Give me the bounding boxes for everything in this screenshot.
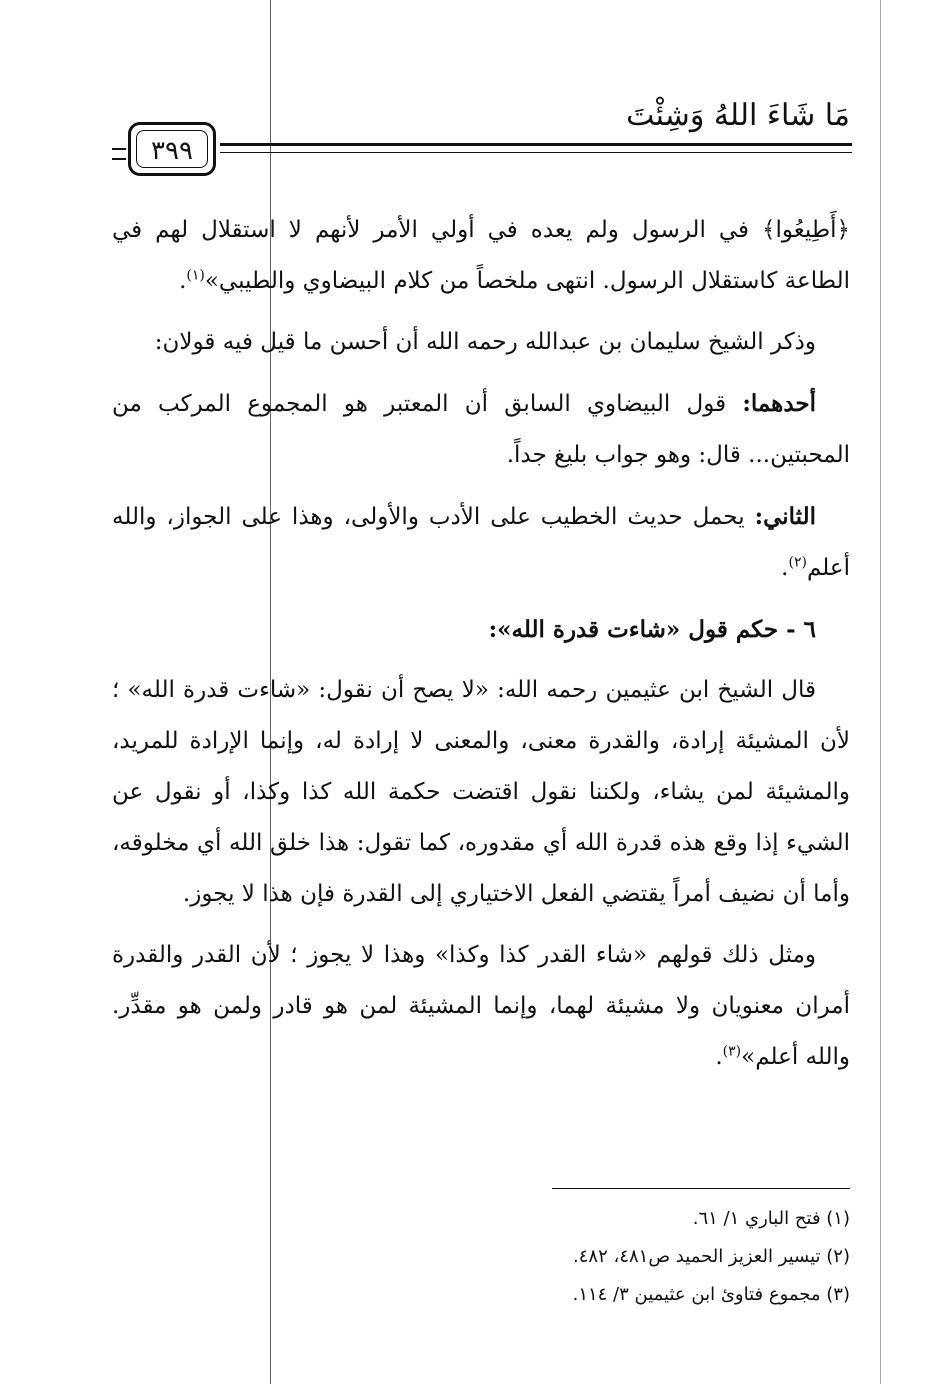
footnote: (٢) تيسير العزيز الحميد ص٤٨١، ٤٨٢. [573, 1246, 850, 1267]
scan-edge-line [880, 0, 881, 1384]
paragraph-text: وذكر الشيخ سليمان بن عبدالله رحمه الله أن أحسن ما قيل فيه قولان: [154, 329, 816, 355]
header-rule-thin [220, 152, 852, 153]
paragraph-lead: أحدهما: [742, 390, 816, 417]
page-number-frame [128, 122, 216, 176]
page-body [112, 205, 850, 1093]
section-heading: ٦ - حكم قول «شاءت قدرة الله»: [488, 616, 816, 643]
footnote: (٣) مجموع فتاوئ ابن عثيمين ٣/ ١١٤. [572, 1284, 850, 1305]
paragraph-text: ﴿أَطِيعُوا﴾ في الرسول ولم يعده في أولي الأمر لأنهم لا استقلال لهم في الطاعة [112, 217, 850, 294]
header-rule-left-mark [112, 158, 126, 160]
paragraph [112, 378, 850, 481]
footnote-ref: (٣) [722, 1043, 742, 1060]
footnote: (١) فتح الباري ١/ ٦١. [692, 1208, 850, 1229]
paragraph: ومثل ذلك قولهم «شاء القدر كذا وكذا» وهذا لا يجوز ؛ لأن القدر والقدرة أمران معنويان ولا مشيئة لهما، وإنما المشيئة لمن هو قادر ولمن هو مقدِّر. والله أعلم»$^{(٣)}$. [112, 942, 850, 1070]
paragraph-text: ومثل ذلك قولهم «شاء القدر كذا وكذا» وهذا لا يجوز ؛ لأن القدر والقدرة أمران معنويان ولا مشيئة لهما، وإنما المشيئة لمن هو قادر ولمن هو مقدِّر. والله أعلم» [112, 942, 850, 1070]
header-rule [220, 143, 852, 146]
running-title: مَا شَاءَ اللهُ وَشِئْتَ [626, 98, 850, 133]
paragraph: ﴿أَطِيعُوا﴾ في الرسول ولم يعده في أولي الأمر لأنهم لا استقلال لهم في الطاعة كاستقلال الرسول. انتهى ملخصاً من كلام البيضاوي والطيبي»$^{(١)}$. [112, 217, 850, 294]
paragraph-text: قول البيضاوي السابق أن المعتبر هو المجموع المركب من المحبتين... قال: وهو جواب بليغ جداً. [112, 391, 850, 468]
footnote-ref: (١) [186, 267, 205, 284]
header-rule-left-mark [112, 148, 126, 150]
paragraph-text: كاستقلال الرسول. انتهى ملخصاً من كلام البيضاوي والطيبي» [204, 268, 778, 294]
paragraph [112, 665, 850, 920]
paragraph-lead: الثاني: [754, 503, 816, 530]
footnote-separator [552, 1188, 850, 1189]
page-number: ٣٩٩ [151, 136, 193, 166]
footnotes [573, 1200, 850, 1314]
paragraph [112, 317, 850, 368]
footnote-ref: (٢) [788, 554, 807, 571]
paragraph-text: يحمل حديث الخطيب على الأدب والأولى، وهذا على الجواز، والله أعلم [112, 504, 850, 581]
paragraph: الثاني: يحمل حديث الخطيب على الأدب والأولى، وهذا على الجواز، والله أعلم$^{(٢)}$. [112, 503, 850, 581]
paragraph-text: قال الشيخ ابن عثيمين رحمه الله: «لا يصح أن نقول: «شاءت قدرة الله» ؛ لأن المشيئة إرادة، والقدرة معنى، والمعنى لا إرادة له، وإنما الإرادة للمريد، والمشيئة لمن يشاء، ولكننا نقول اقتضت حكمة الله كذا وكذا، أو نقول عن الشيء إذا وقع هذه قدرة الله أي مقدوره، كما تقول: هذا خلق الله أي مخلوقه، وأما أن نضيف أمراً يقتضي الفعل الاختياري إلى القدرة فإن هذا لا يجوز. [112, 677, 850, 907]
